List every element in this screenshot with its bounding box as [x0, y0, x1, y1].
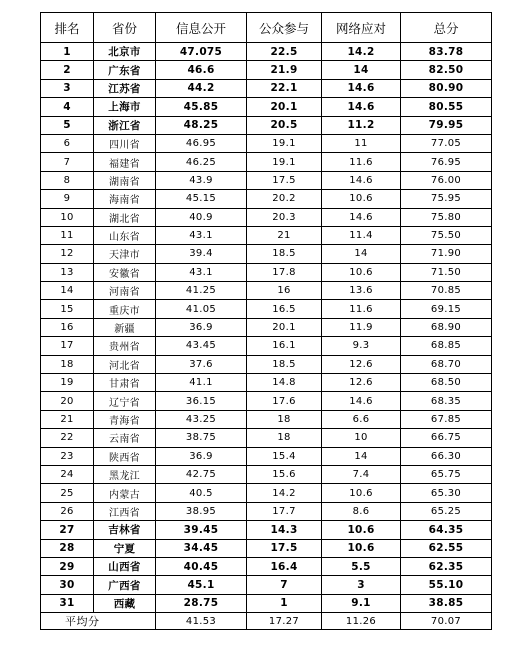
network-cell: 7.4 [322, 465, 401, 483]
province-cell: 辽宁省 [94, 392, 156, 410]
info-cell: 41.25 [156, 282, 247, 300]
network-cell: 14 [322, 447, 401, 465]
rank-cell: 7 [41, 153, 94, 171]
table-row [41, 226, 492, 244]
info-cell: 45.1 [156, 576, 247, 594]
header-province: 省份 [94, 13, 156, 43]
network-cell: 11.9 [322, 318, 401, 336]
table-row [41, 171, 492, 189]
public-cell: 16 [247, 282, 322, 300]
network-cell: 11 [322, 134, 401, 152]
province-cell: 福建省 [94, 153, 156, 171]
rank-cell: 2 [41, 61, 94, 79]
public-cell: 22.5 [247, 43, 322, 61]
public-cell: 20.1 [247, 98, 322, 116]
table-row [41, 576, 492, 594]
public-cell: 14.8 [247, 374, 322, 392]
public-cell: 18.5 [247, 245, 322, 263]
public-cell: 19.1 [247, 153, 322, 171]
table-row [41, 484, 492, 502]
total-cell: 71.90 [401, 245, 492, 263]
info-cell: 43.45 [156, 337, 247, 355]
public-cell: 16.1 [247, 337, 322, 355]
total-cell: 70.85 [401, 282, 492, 300]
header-total-score: 总分 [401, 13, 492, 43]
public-cell: 21.9 [247, 61, 322, 79]
rank-cell: 10 [41, 208, 94, 226]
public-cell: 16.4 [247, 557, 322, 575]
info-cell: 45.15 [156, 190, 247, 208]
province-cell: 吉林省 [94, 521, 156, 539]
province-cell: 上海市 [94, 98, 156, 116]
total-cell: 71.50 [401, 263, 492, 281]
total-cell: 67.85 [401, 410, 492, 428]
network-cell: 6.6 [322, 410, 401, 428]
total-cell: 68.85 [401, 337, 492, 355]
table-row [41, 410, 492, 428]
network-cell: 8.6 [322, 502, 401, 520]
total-cell: 80.55 [401, 98, 492, 116]
network-cell: 10.6 [322, 190, 401, 208]
rank-cell: 14 [41, 282, 94, 300]
total-cell: 75.50 [401, 226, 492, 244]
public-cell: 17.6 [247, 392, 322, 410]
public-cell: 20.1 [247, 318, 322, 336]
rank-cell: 20 [41, 392, 94, 410]
rank-cell: 24 [41, 465, 94, 483]
public-cell: 14.2 [247, 484, 322, 502]
province-cell: 新疆 [94, 318, 156, 336]
public-cell: 7 [247, 576, 322, 594]
public-cell: 20.5 [247, 116, 322, 134]
rank-cell: 28 [41, 539, 94, 557]
province-cell: 四川省 [94, 134, 156, 152]
network-cell: 10.6 [322, 521, 401, 539]
network-cell: 10.6 [322, 539, 401, 557]
total-cell: 66.30 [401, 447, 492, 465]
info-cell: 46.6 [156, 61, 247, 79]
info-cell: 43.25 [156, 410, 247, 428]
table-row [41, 116, 492, 134]
rank-cell: 16 [41, 318, 94, 336]
info-cell: 43.9 [156, 171, 247, 189]
province-cell: 江西省 [94, 502, 156, 520]
header-public-participation: 公众参与 [247, 13, 322, 43]
total-cell: 55.10 [401, 576, 492, 594]
total-cell: 65.30 [401, 484, 492, 502]
public-cell: 22.1 [247, 79, 322, 97]
table-body [41, 43, 492, 613]
province-cell: 河南省 [94, 282, 156, 300]
total-cell: 68.70 [401, 355, 492, 373]
province-cell: 浙江省 [94, 116, 156, 134]
network-cell: 12.6 [322, 374, 401, 392]
rank-cell: 8 [41, 171, 94, 189]
info-cell: 41.05 [156, 300, 247, 318]
network-cell: 10 [322, 429, 401, 447]
province-cell: 天津市 [94, 245, 156, 263]
table-row [41, 465, 492, 483]
total-cell: 68.50 [401, 374, 492, 392]
header-network-response: 网络应对 [322, 13, 401, 43]
network-cell: 9.3 [322, 337, 401, 355]
table-row [41, 502, 492, 520]
total-cell: 38.85 [401, 594, 492, 612]
total-cell: 66.75 [401, 429, 492, 447]
rank-cell: 23 [41, 447, 94, 465]
province-cell: 海南省 [94, 190, 156, 208]
average-label: 平均分 [41, 613, 156, 630]
province-cell: 贵州省 [94, 337, 156, 355]
network-cell: 14 [322, 245, 401, 263]
network-cell: 13.6 [322, 282, 401, 300]
table-row [41, 557, 492, 575]
rank-cell: 29 [41, 557, 94, 575]
header-rank: 排名 [41, 13, 94, 43]
province-cell: 陕西省 [94, 447, 156, 465]
rank-cell: 5 [41, 116, 94, 134]
info-cell: 46.25 [156, 153, 247, 171]
province-cell: 广东省 [94, 61, 156, 79]
info-cell: 28.75 [156, 594, 247, 612]
network-cell: 10.6 [322, 484, 401, 502]
network-cell: 14.6 [322, 79, 401, 97]
total-cell: 65.25 [401, 502, 492, 520]
rank-cell: 22 [41, 429, 94, 447]
rank-cell: 18 [41, 355, 94, 373]
info-cell: 37.6 [156, 355, 247, 373]
public-cell: 18.5 [247, 355, 322, 373]
table-row [41, 245, 492, 263]
total-cell: 75.95 [401, 190, 492, 208]
rank-cell: 4 [41, 98, 94, 116]
rank-cell: 6 [41, 134, 94, 152]
table-row [41, 337, 492, 355]
province-cell: 宁夏 [94, 539, 156, 557]
public-cell: 17.5 [247, 539, 322, 557]
average-network-cell: 11.26 [322, 613, 401, 630]
total-cell: 76.95 [401, 153, 492, 171]
info-cell: 41.1 [156, 374, 247, 392]
total-cell: 68.90 [401, 318, 492, 336]
total-cell: 69.15 [401, 300, 492, 318]
rank-cell: 19 [41, 374, 94, 392]
table-row [41, 355, 492, 373]
average-public-cell: 17.27 [247, 613, 322, 630]
table-row [41, 318, 492, 336]
province-cell: 重庆市 [94, 300, 156, 318]
rank-cell: 12 [41, 245, 94, 263]
total-cell: 65.75 [401, 465, 492, 483]
province-cell: 甘肃省 [94, 374, 156, 392]
province-cell: 湖北省 [94, 208, 156, 226]
info-cell: 39.4 [156, 245, 247, 263]
province-cell: 北京市 [94, 43, 156, 61]
ranking-table [40, 12, 492, 630]
info-cell: 48.25 [156, 116, 247, 134]
table-row [41, 79, 492, 97]
rank-cell: 3 [41, 79, 94, 97]
network-cell: 11.6 [322, 300, 401, 318]
network-cell: 9.1 [322, 594, 401, 612]
table-row [41, 208, 492, 226]
public-cell: 1 [247, 594, 322, 612]
table-row [41, 429, 492, 447]
info-cell: 36.9 [156, 318, 247, 336]
total-cell: 79.95 [401, 116, 492, 134]
total-cell: 80.90 [401, 79, 492, 97]
total-cell: 62.35 [401, 557, 492, 575]
table-row [41, 98, 492, 116]
info-cell: 43.1 [156, 226, 247, 244]
average-row [41, 613, 492, 630]
info-cell: 40.45 [156, 557, 247, 575]
info-cell: 36.15 [156, 392, 247, 410]
info-cell: 46.95 [156, 134, 247, 152]
network-cell: 14.6 [322, 208, 401, 226]
table-row [41, 374, 492, 392]
rank-cell: 31 [41, 594, 94, 612]
network-cell: 14.6 [322, 392, 401, 410]
info-cell: 39.45 [156, 521, 247, 539]
info-cell: 44.2 [156, 79, 247, 97]
table-row [41, 447, 492, 465]
province-cell: 云南省 [94, 429, 156, 447]
table-row [41, 521, 492, 539]
table-row [41, 263, 492, 281]
total-cell: 82.50 [401, 61, 492, 79]
total-cell: 75.80 [401, 208, 492, 226]
rank-cell: 13 [41, 263, 94, 281]
network-cell: 12.6 [322, 355, 401, 373]
table-row [41, 43, 492, 61]
info-cell: 40.9 [156, 208, 247, 226]
province-cell: 黑龙江 [94, 465, 156, 483]
header-row [41, 13, 492, 43]
public-cell: 18 [247, 410, 322, 428]
table-row [41, 300, 492, 318]
public-cell: 21 [247, 226, 322, 244]
public-cell: 20.3 [247, 208, 322, 226]
rank-cell: 11 [41, 226, 94, 244]
network-cell: 14.6 [322, 171, 401, 189]
network-cell: 3 [322, 576, 401, 594]
network-cell: 11.2 [322, 116, 401, 134]
public-cell: 19.1 [247, 134, 322, 152]
province-cell: 青海省 [94, 410, 156, 428]
total-cell: 76.00 [401, 171, 492, 189]
table-row [41, 282, 492, 300]
table-row [41, 190, 492, 208]
network-cell: 11.6 [322, 153, 401, 171]
public-cell: 16.5 [247, 300, 322, 318]
public-cell: 20.2 [247, 190, 322, 208]
network-cell: 10.6 [322, 263, 401, 281]
network-cell: 5.5 [322, 557, 401, 575]
province-cell: 河北省 [94, 355, 156, 373]
info-cell: 43.1 [156, 263, 247, 281]
public-cell: 15.4 [247, 447, 322, 465]
info-cell: 45.85 [156, 98, 247, 116]
table-row [41, 539, 492, 557]
network-cell: 14.2 [322, 43, 401, 61]
public-cell: 17.7 [247, 502, 322, 520]
public-cell: 14.3 [247, 521, 322, 539]
rank-cell: 1 [41, 43, 94, 61]
info-cell: 34.45 [156, 539, 247, 557]
province-cell: 湖南省 [94, 171, 156, 189]
province-cell: 广西省 [94, 576, 156, 594]
rank-cell: 26 [41, 502, 94, 520]
province-cell: 西藏 [94, 594, 156, 612]
info-cell: 42.75 [156, 465, 247, 483]
average-total-cell: 70.07 [401, 613, 492, 630]
info-cell: 36.9 [156, 447, 247, 465]
public-cell: 17.8 [247, 263, 322, 281]
total-cell: 64.35 [401, 521, 492, 539]
network-cell: 11.4 [322, 226, 401, 244]
table-row [41, 134, 492, 152]
table-row [41, 594, 492, 612]
rank-cell: 9 [41, 190, 94, 208]
province-cell: 安徽省 [94, 263, 156, 281]
public-cell: 18 [247, 429, 322, 447]
table-row [41, 392, 492, 410]
total-cell: 83.78 [401, 43, 492, 61]
total-cell: 68.35 [401, 392, 492, 410]
average-info-cell: 41.53 [156, 613, 247, 630]
public-cell: 15.6 [247, 465, 322, 483]
rank-cell: 15 [41, 300, 94, 318]
info-cell: 38.75 [156, 429, 247, 447]
rank-cell: 30 [41, 576, 94, 594]
rank-cell: 27 [41, 521, 94, 539]
table-row [41, 61, 492, 79]
info-cell: 40.5 [156, 484, 247, 502]
province-cell: 江苏省 [94, 79, 156, 97]
total-cell: 62.55 [401, 539, 492, 557]
header-info-disclosure: 信息公开 [156, 13, 247, 43]
rank-cell: 21 [41, 410, 94, 428]
network-cell: 14.6 [322, 98, 401, 116]
rank-cell: 25 [41, 484, 94, 502]
total-cell: 77.05 [401, 134, 492, 152]
info-cell: 47.075 [156, 43, 247, 61]
network-cell: 14 [322, 61, 401, 79]
province-cell: 山西省 [94, 557, 156, 575]
info-cell: 38.95 [156, 502, 247, 520]
province-cell: 内蒙古 [94, 484, 156, 502]
public-cell: 17.5 [247, 171, 322, 189]
rank-cell: 17 [41, 337, 94, 355]
province-cell: 山东省 [94, 226, 156, 244]
table-row [41, 153, 492, 171]
